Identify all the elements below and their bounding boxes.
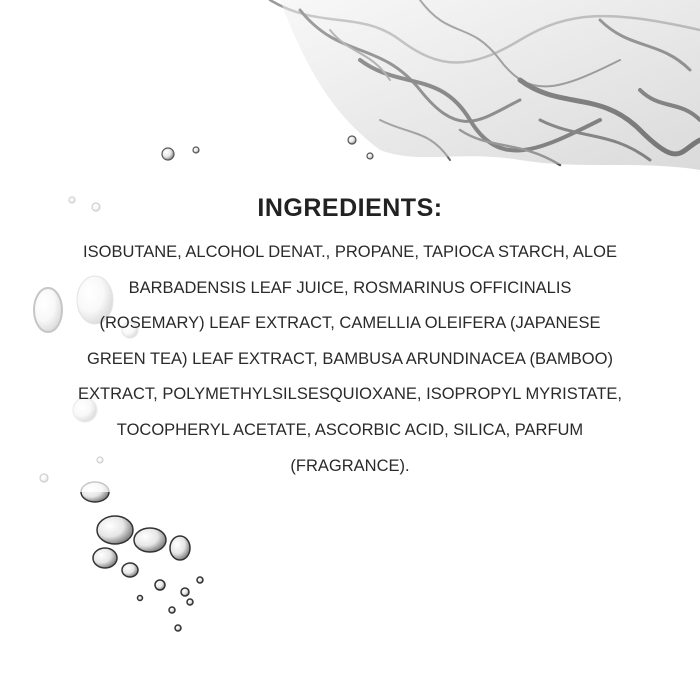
ingredient-line: GREEN TEA) LEAF EXTRACT, BAMBUSA ARUNDINACEA (BAMBOO): [87, 349, 613, 368]
ingredient-line: BARBADENSIS LEAF JUICE, ROSMARINUS OFFICINALIS: [128, 278, 572, 297]
ingredient-line: EXTRACT, POLYMETHYLSILSESQUIOXANE, ISOPROPYL MYRISTATE,: [77, 385, 623, 404]
ingredient-line: (ROSEMARY) LEAF EXTRACT, CAMELLIA OLEIFERA (JAPANESE: [99, 314, 601, 333]
ingredient-line: ISOBUTANE, ALCOHOL DENAT., PROPANE, TAPIOCA STARCH, ALOE: [83, 243, 617, 261]
ingredients-list: [0, 238, 700, 487]
droplet-cluster: [81, 482, 203, 631]
water-splash-shading: [280, 0, 700, 170]
ingredient-line: TOCOPHERYL ACETATE, ASCORBIC ACID, SILICA, PARFUM: [116, 420, 584, 439]
ingredients-heading: INGREDIENTS:: [257, 194, 443, 222]
ingredient-line: (FRAGRANCE).: [290, 456, 410, 475]
